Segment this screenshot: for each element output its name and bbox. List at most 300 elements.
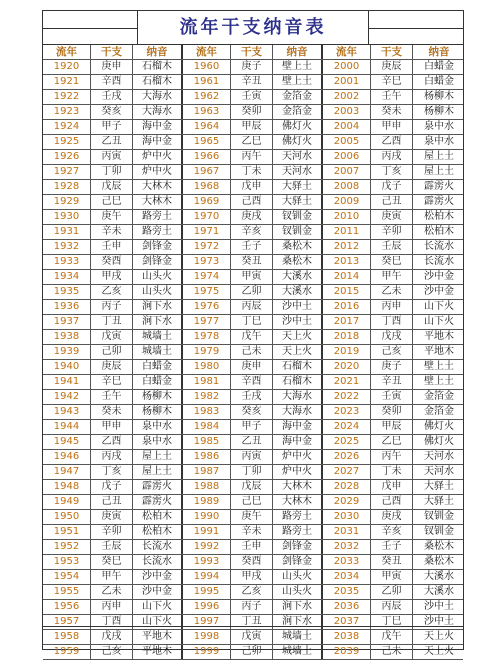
- year-cell: 1976: [183, 300, 231, 314]
- table-row: [43, 315, 463, 330]
- nayin-cell: 平地木: [424, 346, 454, 357]
- table-row: [43, 90, 463, 105]
- nayin-table: [43, 45, 463, 660]
- ganzhi-cell: 己卯: [231, 645, 273, 659]
- year-cell: 1988: [183, 480, 231, 494]
- table-row: [43, 360, 463, 375]
- nayin-cell: 霹雳火: [133, 495, 183, 509]
- ganzhi-cell: 乙巳: [231, 135, 273, 149]
- table-row: [43, 300, 463, 315]
- year-cell: 2024: [323, 420, 371, 434]
- year-cell: 2039: [323, 645, 371, 659]
- nayin-cell: 山下火: [424, 301, 454, 312]
- year-cell: 2035: [323, 585, 371, 599]
- year-cell: 2018: [323, 330, 371, 344]
- ganzhi-cell: 丁酉: [91, 615, 133, 629]
- year-cell: 2016: [323, 300, 371, 314]
- ganzhi-cell: 己卯: [91, 345, 133, 359]
- ganzhi-cell: 甲子: [231, 420, 273, 434]
- table-row: [43, 525, 463, 540]
- nayin-cell: 金箔金: [273, 105, 323, 119]
- year-cell: 2012: [323, 240, 371, 254]
- nayin-cell: 涧下水: [273, 615, 323, 629]
- year-cell: 2009: [323, 195, 371, 209]
- ganzhi-cell: 己丑: [91, 495, 133, 509]
- nayin-cell: 天上火: [273, 345, 323, 359]
- year-cell: 2022: [323, 390, 371, 404]
- nayin-cell: 沙中土: [424, 616, 454, 627]
- ganzhi-cell: 壬子: [231, 240, 273, 254]
- year-cell: 1928: [43, 180, 91, 194]
- table-row: [43, 585, 463, 600]
- ganzhi-cell: 丁丑: [91, 315, 133, 329]
- ganzhi-cell: 壬午: [91, 390, 133, 404]
- ganzhi-cell: 丁巳: [231, 315, 273, 329]
- year-cell: 1933: [43, 255, 91, 269]
- nayin-cell: 天河水: [273, 165, 323, 179]
- ganzhi-cell: 辛未: [231, 525, 273, 539]
- nayin-cell: 泉中水: [424, 121, 454, 132]
- nayin-cell: 海中金: [133, 120, 183, 134]
- nayin-cell: 天上火: [424, 631, 454, 642]
- nayin-cell: 沙中土: [273, 315, 323, 329]
- nayin-cell: 沙中金: [133, 585, 183, 599]
- ganzhi-cell: 庚寅: [371, 210, 413, 224]
- nayin-cell: 路旁土: [133, 225, 183, 239]
- nayin-cell: 白蜡金: [424, 76, 454, 87]
- table-row: [43, 540, 463, 555]
- ganzhi-cell: 丙子: [91, 300, 133, 314]
- header-year-2: 流年: [183, 45, 231, 59]
- year-cell: 1930: [43, 210, 91, 224]
- year-cell: 2006: [323, 150, 371, 164]
- table-row: [43, 285, 463, 300]
- table-row: [43, 210, 463, 225]
- header-ganzhi-2: 干支: [231, 45, 273, 59]
- nayin-cell: 海中金: [273, 420, 323, 434]
- header-nayin-1: 纳音: [133, 45, 183, 59]
- year-cell: 1943: [43, 405, 91, 419]
- year-cell: 1937: [43, 315, 91, 329]
- ganzhi-cell: 癸酉: [91, 255, 133, 269]
- nayin-cell: 大溪水: [273, 285, 323, 299]
- nayin-cell: 石榴木: [133, 60, 183, 74]
- nayin-cell: 杨柳木: [133, 390, 183, 404]
- ganzhi-cell: 癸丑: [231, 255, 273, 269]
- nayin-cell: 平地木: [133, 645, 183, 659]
- ganzhi-cell: 乙巳: [371, 435, 413, 449]
- ganzhi-cell: 丁未: [231, 165, 273, 179]
- nayin-cell: 屋上土: [424, 166, 454, 177]
- nayin-cell: 白蜡金: [424, 61, 454, 72]
- year-cell: 2037: [323, 615, 371, 629]
- ganzhi-cell: 癸巳: [371, 255, 413, 269]
- year-cell: 1941: [43, 375, 91, 389]
- nayin-cell: 杨柳木: [424, 106, 454, 117]
- nayin-table-sheet: [42, 10, 464, 657]
- ganzhi-cell: 癸亥: [91, 105, 133, 119]
- year-cell: 2030: [323, 510, 371, 524]
- year-cell: 1952: [43, 540, 91, 554]
- nayin-cell: 大驿土: [273, 195, 323, 209]
- ganzhi-cell: 戊子: [91, 480, 133, 494]
- ganzhi-cell: 壬戌: [91, 90, 133, 104]
- year-cell: 1921: [43, 75, 91, 89]
- nayin-cell: 佛灯火: [273, 120, 323, 134]
- year-cell: 1972: [183, 240, 231, 254]
- nayin-cell: 白蜡金: [133, 360, 183, 374]
- nayin-cell: 杨柳木: [424, 91, 454, 102]
- nayin-cell: 壁上土: [424, 376, 454, 387]
- ganzhi-cell: 乙亥: [231, 585, 273, 599]
- nayin-cell: 金箔金: [424, 391, 454, 402]
- ganzhi-cell: 丙午: [231, 150, 273, 164]
- nayin-cell: 钗钏金: [424, 526, 454, 537]
- ganzhi-cell: 丙辰: [231, 300, 273, 314]
- nayin-cell: 城墙土: [273, 645, 323, 659]
- ganzhi-cell: 丁丑: [231, 615, 273, 629]
- title-side-left: [43, 11, 138, 45]
- ganzhi-cell: 丙寅: [231, 450, 273, 464]
- ganzhi-cell: 庚子: [371, 360, 413, 374]
- year-cell: 2013: [323, 255, 371, 269]
- ganzhi-cell: 己未: [231, 345, 273, 359]
- nayin-cell: 松柏木: [133, 510, 183, 524]
- ganzhi-cell: 壬辰: [371, 240, 413, 254]
- year-cell: 1957: [43, 615, 91, 629]
- nayin-cell: 山头火: [133, 285, 183, 299]
- nayin-cell: 金箔金: [424, 406, 454, 417]
- nayin-cell: 霹雳火: [424, 181, 454, 192]
- year-cell: 2033: [323, 555, 371, 569]
- year-cell: 2029: [323, 495, 371, 509]
- ganzhi-cell: 戊申: [371, 480, 413, 494]
- header-year-3: 流年: [323, 45, 371, 59]
- ganzhi-cell: 丁未: [371, 465, 413, 479]
- ganzhi-cell: 丙寅: [91, 150, 133, 164]
- nayin-cell: 长流水: [133, 540, 183, 554]
- ganzhi-cell: 甲申: [371, 120, 413, 134]
- header-ganzhi-1: 干支: [91, 45, 133, 59]
- nayin-cell: 天河水: [424, 451, 454, 462]
- ganzhi-cell: 丁卯: [231, 465, 273, 479]
- year-cell: 1980: [183, 360, 231, 374]
- nayin-cell: 大林木: [273, 480, 323, 494]
- table-row: [43, 375, 463, 390]
- table-row: [43, 105, 463, 120]
- year-cell: 2020: [323, 360, 371, 374]
- nayin-cell: 炉中火: [133, 150, 183, 164]
- year-cell: 2019: [323, 345, 371, 359]
- year-cell: 1929: [43, 195, 91, 209]
- year-cell: 1951: [43, 525, 91, 539]
- year-cell: 1959: [43, 645, 91, 659]
- table-row: [43, 330, 463, 345]
- year-cell: 1962: [183, 90, 231, 104]
- year-cell: 1961: [183, 75, 231, 89]
- year-cell: 1934: [43, 270, 91, 284]
- ganzhi-cell: 壬申: [231, 540, 273, 554]
- ganzhi-cell: 丙戌: [371, 150, 413, 164]
- nayin-cell: 大溪水: [424, 571, 454, 582]
- year-cell: 1948: [43, 480, 91, 494]
- year-cell: 2034: [323, 570, 371, 584]
- table-row: [43, 480, 463, 495]
- nayin-cell: 剑锋金: [273, 540, 323, 554]
- ganzhi-cell: 甲申: [91, 420, 133, 434]
- ganzhi-cell: 壬辰: [91, 540, 133, 554]
- ganzhi-cell: 庚辰: [371, 60, 413, 74]
- ganzhi-cell: 癸卯: [231, 105, 273, 119]
- nayin-cell: 大驿土: [424, 481, 454, 492]
- nayin-cell: 大驿土: [424, 496, 454, 507]
- nayin-cell: 白蜡金: [133, 375, 183, 389]
- nayin-cell: 壁上土: [424, 361, 454, 372]
- nayin-cell: 屋上土: [424, 151, 454, 162]
- ganzhi-cell: 癸巳: [91, 555, 133, 569]
- ganzhi-cell: 丙午: [371, 450, 413, 464]
- ganzhi-cell: 戊戌: [91, 630, 133, 644]
- ganzhi-cell: 甲午: [91, 570, 133, 584]
- year-cell: 1991: [183, 525, 231, 539]
- year-cell: 1994: [183, 570, 231, 584]
- nayin-cell: 壁上土: [273, 60, 323, 74]
- ganzhi-cell: 庚寅: [91, 510, 133, 524]
- year-cell: 2026: [323, 450, 371, 464]
- nayin-cell: 山下火: [133, 615, 183, 629]
- year-cell: 1940: [43, 360, 91, 374]
- ganzhi-cell: 癸丑: [371, 555, 413, 569]
- ganzhi-cell: 己酉: [371, 495, 413, 509]
- nayin-cell: 路旁土: [133, 210, 183, 224]
- year-cell: 1982: [183, 390, 231, 404]
- ganzhi-cell: 辛亥: [371, 525, 413, 539]
- nayin-cell: 剑锋金: [133, 255, 183, 269]
- nayin-cell: 天河水: [273, 150, 323, 164]
- year-cell: 1990: [183, 510, 231, 524]
- ganzhi-cell: 乙酉: [371, 135, 413, 149]
- year-cell: 2002: [323, 90, 371, 104]
- year-cell: 2015: [323, 285, 371, 299]
- ganzhi-cell: 戊午: [231, 330, 273, 344]
- year-cell: 2014: [323, 270, 371, 284]
- year-cell: 1947: [43, 465, 91, 479]
- year-cell: 1955: [43, 585, 91, 599]
- nayin-cell: 松柏木: [133, 525, 183, 539]
- table-row: [43, 450, 463, 465]
- year-cell: 1997: [183, 615, 231, 629]
- ganzhi-cell: 庚戌: [371, 510, 413, 524]
- table-row: [43, 180, 463, 195]
- year-cell: 1931: [43, 225, 91, 239]
- year-cell: 1979: [183, 345, 231, 359]
- nayin-cell: 松柏木: [424, 211, 454, 222]
- table-row: [43, 405, 463, 420]
- ganzhi-cell: 丁亥: [91, 465, 133, 479]
- nayin-cell: 石榴木: [133, 75, 183, 89]
- nayin-cell: 大溪水: [273, 270, 323, 284]
- ganzhi-cell: 丁巳: [371, 615, 413, 629]
- table-row: [43, 150, 463, 165]
- nayin-cell: 屋上土: [133, 465, 183, 479]
- ganzhi-cell: 辛卯: [91, 525, 133, 539]
- nayin-cell: 杨柳木: [133, 405, 183, 419]
- year-cell: 1989: [183, 495, 231, 509]
- nayin-cell: 长流水: [424, 241, 454, 252]
- nayin-cell: 泉中水: [133, 420, 183, 434]
- ganzhi-cell: 壬子: [371, 540, 413, 554]
- nayin-cell: 山下火: [424, 316, 454, 327]
- nayin-cell: 涧下水: [273, 600, 323, 614]
- ganzhi-cell: 戊辰: [91, 180, 133, 194]
- nayin-cell: 桑松木: [424, 556, 454, 567]
- nayin-cell: 钗钏金: [424, 511, 454, 522]
- ganzhi-cell: 己巳: [91, 195, 133, 209]
- table-footer-blank: [43, 626, 463, 649]
- nayin-cell: 大海水: [133, 90, 183, 104]
- nayin-cell: 佛灯火: [424, 421, 454, 432]
- ganzhi-cell: 乙卯: [231, 285, 273, 299]
- nayin-cell: 城墙土: [133, 330, 183, 344]
- ganzhi-cell: 甲戌: [231, 570, 273, 584]
- nayin-cell: 涧下水: [133, 300, 183, 314]
- year-cell: 2036: [323, 600, 371, 614]
- year-cell: 2010: [323, 210, 371, 224]
- ganzhi-cell: 壬寅: [231, 90, 273, 104]
- nayin-cell: 松柏木: [424, 226, 454, 237]
- year-cell: 1987: [183, 465, 231, 479]
- ganzhi-cell: 甲辰: [231, 120, 273, 134]
- ganzhi-cell: 辛卯: [371, 225, 413, 239]
- nayin-cell: 海中金: [273, 435, 323, 449]
- nayin-cell: 炉中火: [273, 450, 323, 464]
- year-cell: 2000: [323, 60, 371, 74]
- nayin-cell: 剑锋金: [133, 240, 183, 254]
- ganzhi-cell: 辛丑: [231, 75, 273, 89]
- year-cell: 1993: [183, 555, 231, 569]
- ganzhi-cell: 甲寅: [371, 570, 413, 584]
- ganzhi-cell: 庚午: [231, 510, 273, 524]
- ganzhi-cell: 庚申: [231, 360, 273, 374]
- year-cell: 1963: [183, 105, 231, 119]
- year-cell: 1946: [43, 450, 91, 464]
- nayin-cell: 霹雳火: [133, 480, 183, 494]
- year-cell: 2003: [323, 105, 371, 119]
- title-row: [43, 11, 463, 45]
- nayin-cell: 钗钏金: [273, 225, 323, 239]
- year-cell: 1983: [183, 405, 231, 419]
- nayin-cell: 大海水: [133, 105, 183, 119]
- year-cell: 1927: [43, 165, 91, 179]
- year-cell: 1920: [43, 60, 91, 74]
- year-cell: 1958: [43, 630, 91, 644]
- ganzhi-cell: 己未: [371, 645, 413, 659]
- year-cell: 1966: [183, 150, 231, 164]
- nayin-cell: 炉中火: [273, 465, 323, 479]
- ganzhi-cell: 己亥: [91, 645, 133, 659]
- header-year-1: 流年: [43, 45, 91, 59]
- nayin-cell: 佛灯火: [424, 436, 454, 447]
- year-cell: 2023: [323, 405, 371, 419]
- table-header-row: [43, 45, 463, 60]
- year-cell: 2038: [323, 630, 371, 644]
- ganzhi-cell: 壬寅: [371, 390, 413, 404]
- nayin-cell: 炉中火: [133, 165, 183, 179]
- year-cell: 1969: [183, 195, 231, 209]
- table-row: [43, 345, 463, 360]
- year-cell: 1936: [43, 300, 91, 314]
- nayin-cell: 沙中土: [273, 300, 323, 314]
- nayin-cell: 大林木: [133, 180, 183, 194]
- ganzhi-cell: 丙辰: [371, 600, 413, 614]
- nayin-cell: 山下火: [133, 600, 183, 614]
- table-row: [43, 120, 463, 135]
- year-cell: 1950: [43, 510, 91, 524]
- ganzhi-cell: 丁亥: [371, 165, 413, 179]
- table-row: [43, 600, 463, 615]
- year-cell: 1922: [43, 90, 91, 104]
- nayin-cell: 城墙土: [133, 345, 183, 359]
- table-row: [43, 465, 463, 480]
- title-side-right: [368, 11, 463, 45]
- nayin-cell: 山头火: [273, 585, 323, 599]
- table-row: [43, 390, 463, 405]
- year-cell: 1975: [183, 285, 231, 299]
- ganzhi-cell: 乙丑: [91, 135, 133, 149]
- ganzhi-cell: 甲子: [91, 120, 133, 134]
- table-row: [43, 75, 463, 90]
- nayin-cell: 长流水: [424, 256, 454, 267]
- ganzhi-cell: 戊子: [371, 180, 413, 194]
- table-row: [43, 225, 463, 240]
- nayin-cell: 沙中金: [424, 271, 454, 282]
- table-row: [43, 60, 463, 75]
- nayin-cell: 石榴木: [273, 375, 323, 389]
- nayin-cell: 桑松木: [273, 240, 323, 254]
- year-cell: 1970: [183, 210, 231, 224]
- year-cell: 1995: [183, 585, 231, 599]
- year-cell: 1942: [43, 390, 91, 404]
- ganzhi-cell: 己巳: [231, 495, 273, 509]
- ganzhi-cell: 庚午: [91, 210, 133, 224]
- ganzhi-cell: 癸未: [371, 105, 413, 119]
- table-row: [43, 495, 463, 510]
- ganzhi-cell: 戊寅: [231, 630, 273, 644]
- nayin-cell: 壁上土: [273, 75, 323, 89]
- year-cell: 2028: [323, 480, 371, 494]
- year-cell: 1974: [183, 270, 231, 284]
- ganzhi-cell: 丁卯: [91, 165, 133, 179]
- year-cell: 1984: [183, 420, 231, 434]
- ganzhi-cell: 戊申: [231, 180, 273, 194]
- nayin-cell: 沙中金: [424, 286, 454, 297]
- ganzhi-cell: 丙戌: [91, 450, 133, 464]
- nayin-cell: 钗钏金: [273, 210, 323, 224]
- year-cell: 2031: [323, 525, 371, 539]
- year-cell: 1998: [183, 630, 231, 644]
- table-row: [43, 570, 463, 585]
- nayin-cell: 桑松木: [273, 255, 323, 269]
- table-row: [43, 255, 463, 270]
- ganzhi-cell: 癸亥: [231, 405, 273, 419]
- header-nayin-2: 纳音: [273, 45, 323, 59]
- ganzhi-cell: 戊寅: [91, 330, 133, 344]
- nayin-cell: 平地木: [133, 630, 183, 644]
- ganzhi-cell: 戊辰: [231, 480, 273, 494]
- year-cell: 2032: [323, 540, 371, 554]
- year-cell: 2001: [323, 75, 371, 89]
- ganzhi-cell: 己丑: [371, 195, 413, 209]
